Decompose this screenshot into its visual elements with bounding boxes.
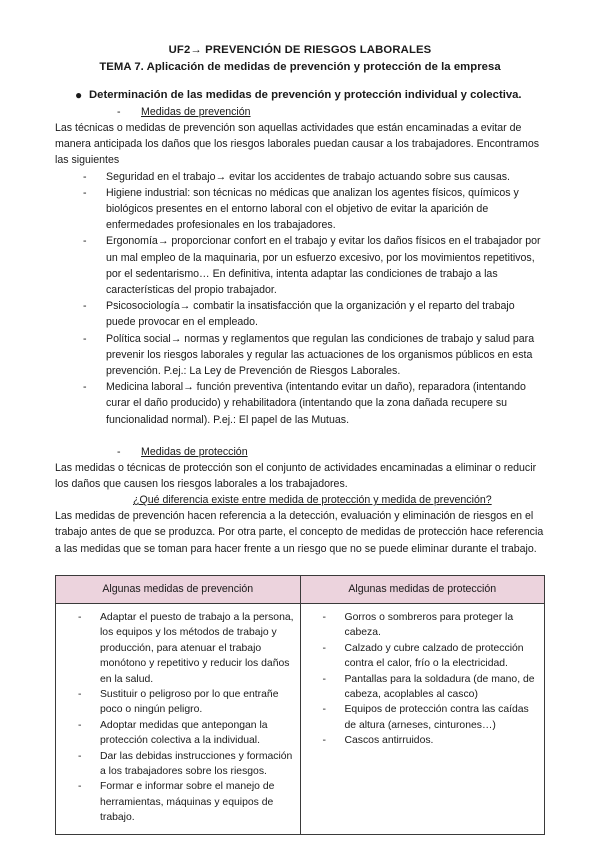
list-item-label: Política social→ normas y reglamentos que regulan las condiciones de trabajo y salud para prevenir los riesgos laborales y regular las actuaciones de los organismos públicos en esta prevención. P.ej.: La Ley de Prevención de Riesgos Laborales. — [106, 332, 535, 378]
dash-marker-icon: - — [322, 611, 326, 623]
dash-marker-icon: - — [83, 332, 87, 345]
dash-marker-icon: - — [83, 300, 87, 313]
list-item — [323, 733, 539, 748]
list-item — [323, 702, 539, 733]
list-item-label: Gorros o sombreros para proteger la cabeza. — [344, 611, 514, 639]
list-item — [78, 779, 294, 825]
list-item — [323, 641, 539, 672]
list-table-prevencion — [60, 610, 294, 826]
paragraph-prevencion-intro: Las técnicas o medidas de prevención son aquellas actividades que están encaminadas a evitar de manera anticipada los daños que los riesgos laborales puedan causar a los trabajadores. Encontramos las siguientes — [55, 122, 540, 167]
dash-marker-icon: - — [78, 688, 82, 700]
list-item-label: Formar e informar sobre el manejo de herramientas, máquinas y equipos de trabajo. — [100, 781, 275, 824]
dash-marker-icon: - — [322, 704, 326, 716]
list-item-label: Equipos de protección contra las caídas de altura (arneses, cinturones…) — [344, 704, 529, 731]
subheading-proteccion-text: Medidas de protección — [141, 445, 248, 458]
bullet-dot-icon: ● — [75, 88, 83, 102]
table-header-row — [56, 575, 545, 603]
list-medidas-prevencion — [55, 169, 545, 428]
dash-marker-icon: - — [83, 381, 87, 394]
list-item — [83, 233, 545, 298]
list-item-label: Dar las debidas instrucciones y formación a los trabajadores sobre los riesgos. — [100, 750, 293, 777]
table-header-proteccion: Algunas medidas de protección — [300, 575, 545, 603]
section-heading-determinacion — [55, 87, 545, 103]
section-heading-text: Determinación de las medidas de prevención y protección individual y colectiva. — [89, 89, 522, 101]
list-item — [78, 718, 294, 749]
list-item — [323, 610, 539, 641]
list-item — [83, 379, 545, 428]
table-header-prevencion: Algunas medidas de prevención — [56, 575, 301, 603]
list-item-label: Cascos antirruidos. — [344, 735, 434, 747]
paragraph-proteccion-answer: Las medidas de prevención hacen referencia a la detección, evaluación y eliminación de riesgos en el trabajo antes de que se produzca. Por otra parte, el concepto de medidas de protección hace referencia a las medidas que se toman para hacer frente a un riesgo que no se puede eliminar durante el trabajo. — [55, 510, 544, 555]
list-item-label: Medicina laboral→ función preventiva (intentando evitar un daño), reparadora (intentando curar el daño producido) y rehabilitadora (intentando que la zona dañada recupere su funcionalidad normal). P.ej.: El papel de las Mutuas. — [106, 381, 526, 426]
document-subtitle: TEMA 7. Aplicación de medidas de prevención y protección de la empresa — [99, 60, 501, 73]
measures-comparison-table — [55, 575, 545, 835]
list-item — [83, 298, 545, 330]
dash-marker-icon: - — [322, 642, 326, 654]
table-cell-proteccion — [300, 603, 545, 834]
subheading-prevencion-text: Medidas de prevención — [141, 106, 251, 118]
list-item-label: Calzado y cubre calzado de protección contra el calor, frío o la electricidad. — [344, 642, 524, 670]
question-text: ¿Qué diferencia existe entre medida de protección y medida de prevención? — [133, 494, 492, 507]
dash-marker-icon: - — [78, 611, 82, 623]
section-spacer — [55, 428, 545, 444]
list-item-label: Ergonomía→ proporcionar confort en el trabajo y evitar los daños físicos en el trabajador por un mal empleo de la maquinaria, por un esfuerzo excesivo, por los movimientos repetitivos, por el sedentarismo… En definitiva, intenta adaptar las condiciones de trabajo a las características del propio trabajador. — [106, 235, 541, 297]
list-item-label: Seguridad en el trabajo→ evitar los accidentes de trabajo actuando sobre sus causas. — [106, 170, 510, 183]
paragraph-proteccion-intro: Las medidas o técnicas de protección son el conjunto de actividades encaminadas a eliminar o reducir los daños que causen los riesgos laborales a los trabajadores. — [55, 461, 537, 491]
dash-marker-icon: - — [78, 750, 82, 762]
table-body — [56, 603, 545, 834]
list-item — [78, 687, 294, 718]
dash-marker-icon: - — [117, 106, 121, 118]
dash-marker-icon: - — [322, 735, 326, 747]
list-item-label: Adoptar medidas que antepongan la protección colectiva a la individual. — [100, 719, 268, 747]
dash-marker-icon: - — [83, 235, 87, 248]
dash-marker-icon: - — [83, 186, 87, 199]
dash-marker-icon: - — [117, 445, 121, 458]
list-table-proteccion — [305, 610, 539, 749]
dash-marker-icon: - — [78, 781, 82, 793]
table-head — [56, 575, 545, 603]
list-item — [83, 331, 545, 380]
dash-marker-icon: - — [322, 673, 326, 685]
list-item-label: Sustituir o peligroso por lo que entrañe poco o ningún peligro. — [100, 688, 279, 716]
document-title: UF2→ PREVENCIÓN DE RIESGOS LABORALES — [168, 44, 432, 56]
dash-marker-icon: - — [83, 170, 87, 183]
question-diferencia — [55, 492, 545, 508]
list-item-label: Pantallas para la soldadura (de mano, de cabeza, acoplables al casco) — [344, 673, 535, 700]
table-cell-prevencion — [56, 603, 301, 834]
subheading-medidas-proteccion — [55, 444, 545, 460]
dash-marker-icon: - — [78, 719, 82, 731]
list-item — [83, 185, 545, 234]
list-item-label: Adaptar el puesto de trabajo a la persona, los equipos y los métodos de trabajo y producción, para atenuar el trabajo monótono y repetitivo y reducir los daños en la salud. — [100, 611, 294, 685]
list-item — [83, 169, 545, 185]
list-item — [78, 749, 294, 780]
table-row — [56, 603, 545, 834]
list-item-label: Higiene industrial: son técnicas no médicas que analizan los agentes físicos, químicos y biológicos presentes en el entorno laboral con el objetivo de evitar la aparición de enfermedades profesionales en los trabajadores. — [106, 186, 519, 232]
list-item-label: Psicosociología→ combatir la insatisfacción que la organización y el reparto del trabajo puede provocar en el empleado. — [106, 300, 515, 329]
subheading-medidas-prevencion — [55, 104, 545, 120]
list-item — [323, 672, 539, 703]
list-item — [78, 610, 294, 687]
